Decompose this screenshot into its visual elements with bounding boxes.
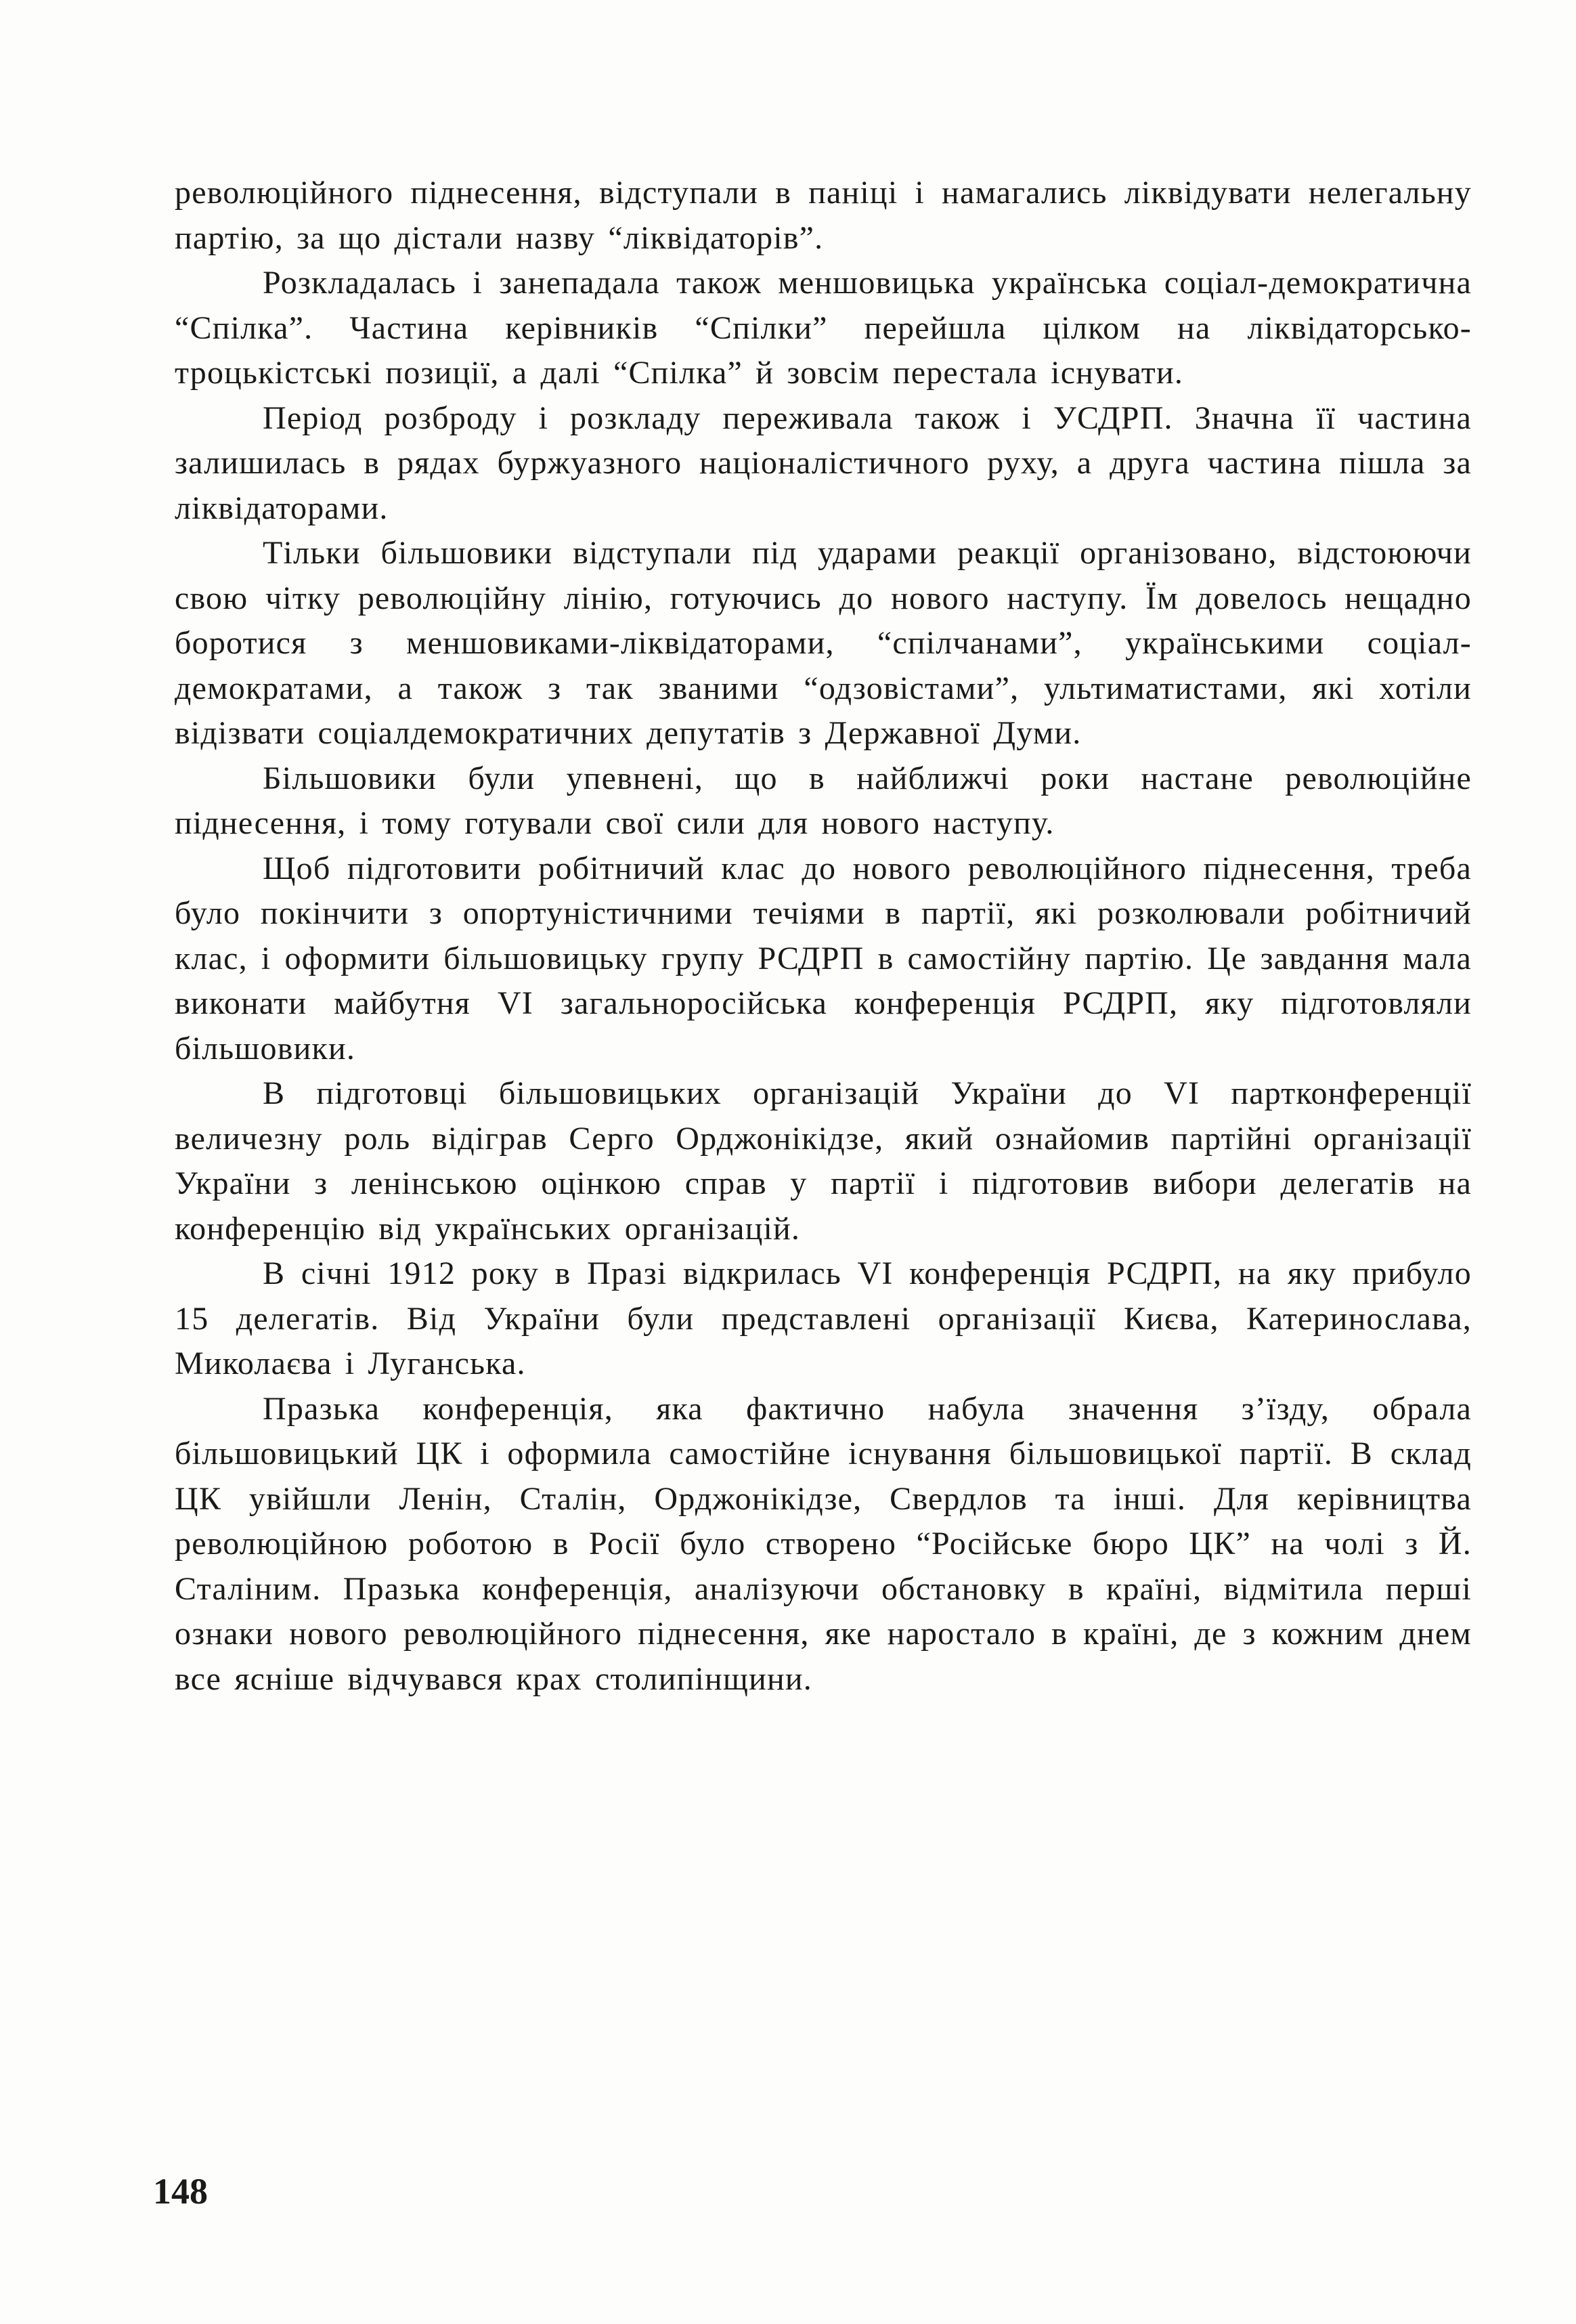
page-number: 148	[153, 2171, 208, 2212]
paragraph-1: революційного піднесення, відступали в паніці і намагались ліквідувати нелегальну партію, за що дістали назву “ліквідаторів”.	[175, 175, 1472, 256]
paragraph-9: Празька конференція, яка фактично набула значення з’їзду, обрала більшовицький ЦК і оформила самостійне існування більшовицької партії. В склад ЦК увійшли Ленін, Сталін, Орджонікідзе, Свердлов та інші. Для керівництва революційною роботою в Росії було створено “Російське бюро ЦК” на чолі з Й. Сталіним. Празька конференція, аналізуючи обстановку в країні, відмітила перші ознаки нового революційного піднесення, яке наростало в країні, де з кожним днем все ясніше відчувався крах столипінщини.	[175, 1390, 1472, 1697]
paragraph-6: Щоб підготовити робітничий клас до нового революційного піднесення, треба було покінчити з опортуністичними течіями в партії, які розколювали робітничий клас, і оформити більшовицьку групу РСДРП в самостійну партію. Це завдання мала виконати майбутня VI загальноросійська конференція РСДРП, яку підготовляли більшовики.	[175, 850, 1472, 1067]
paragraph-2: Розкладалась і занепадала також меншовицька українська соціал-демократична “Спілка”. Частина керівників “Спілки” перейшла цілком на ліквідаторсько-троцькістські позиції, а далі “Спілка” й зовсім перестала існувати.	[175, 265, 1472, 391]
paragraph-8: В січні 1912 року в Празі відкрилась VI конференція РСДРП, на яку прибуло 15 делегатів. Від України були представлені організації Києва, Катеринослава, Миколаєва і Луганська.	[175, 1255, 1472, 1381]
paragraph-7: В підготовці більшовицьких організацій України до VI партконференції величезну роль відіграв Серго Орджонікідзе, який ознайомив партійні організації України з ленінською оцінкою справ у партії і підготовив вибори делегатів на конференцію від українських організацій.	[175, 1075, 1472, 1247]
body-text	[175, 171, 1472, 1702]
paragraph-5: Більшовики були упевнені, що в найближчі роки настане революційне піднесення, і тому готували свої сили для нового наступу.	[175, 760, 1472, 841]
paragraph-4: Тільки більшовики відступали під ударами реакції організовано, відстоюючи свою чітку революційну лінію, готуючись до нового наступу. Їм довелось нещадно боротися з меншовиками-ліквідаторами, “спілчанами”, українськими соціал-демократами, а також з так званими “одзовістами”, ультиматистами, які хотіли відізвати соціалдемократичних депутатів з Державної Думи.	[175, 535, 1472, 751]
paragraph-3: Період розброду і розкладу переживала також і УСДРП. Значна її частина залишилась в рядах буржуазного націоналістичного руху, а друга частина пішла за ліквідаторами.	[175, 400, 1472, 526]
